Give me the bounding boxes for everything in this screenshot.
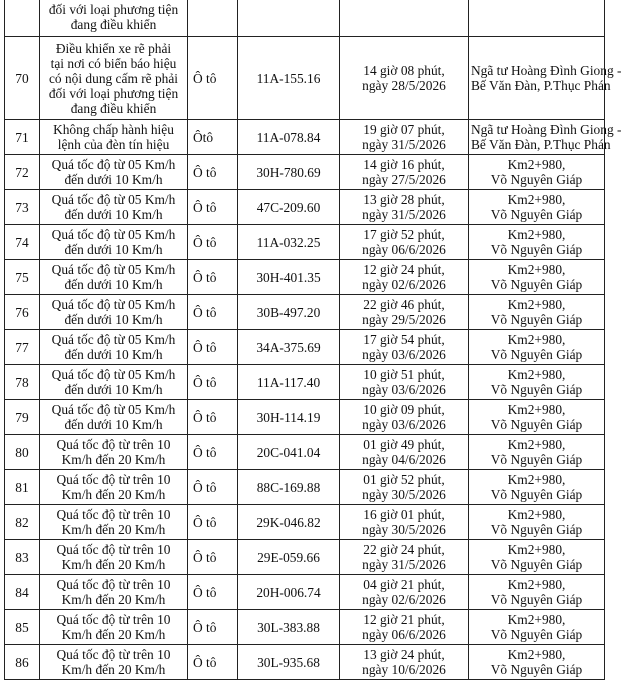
violation-line: Không chấp hành hiệu (53, 122, 174, 137)
license-plate: 11A-078.84 (256, 129, 321, 145)
row-number: 76 (15, 304, 29, 320)
time-line: ngày 30/5/2026 (362, 522, 446, 537)
time-line: ngày 02/6/2026 (362, 592, 446, 607)
location-line: Km2+980, (507, 472, 566, 487)
license-plate-cell (238, 330, 340, 365)
location-line: Km2+980, (507, 577, 566, 592)
license-plate: 34A-375.69 (256, 339, 321, 355)
row-number: 81 (15, 479, 29, 495)
row-number-cell (5, 400, 40, 435)
row-number-cell (5, 155, 40, 190)
vehicle-type: Ô tô (193, 199, 217, 215)
row-number-cell (5, 260, 40, 295)
time-line: 14 giờ 16 phút, (363, 157, 445, 172)
table-row (5, 155, 605, 190)
license-plate-cell (238, 260, 340, 295)
violation-location-cell (469, 155, 605, 190)
violation-time-cell (340, 365, 469, 400)
vehicle-type-cell (188, 505, 238, 540)
location-line: Võ Nguyên Giáp (490, 417, 583, 432)
table-row (5, 400, 605, 435)
license-plate-cell (238, 120, 340, 155)
row-number: 70 (15, 70, 29, 86)
violation-line: đến dưới 10 Km/h (64, 417, 163, 432)
violation-line: đến dưới 10 Km/h (64, 347, 163, 362)
violation-time-cell (340, 330, 469, 365)
row-number: 84 (15, 584, 29, 600)
violation-line: có nội dung cấm rẽ phải (48, 70, 179, 86)
row-number: 73 (15, 199, 29, 215)
table-row (5, 575, 605, 610)
row-number: 71 (15, 129, 29, 145)
row-number: 80 (15, 444, 29, 460)
violation-line: Km/h đến 20 Km/h (61, 557, 166, 572)
row-number-cell (5, 365, 40, 400)
license-plate: 30B-497.20 (256, 304, 321, 320)
violation-line: Quá tốc độ từ 05 Km/h (51, 227, 176, 242)
violation-location-cell (469, 400, 605, 435)
violation-time-cell (340, 470, 469, 505)
vehicle-type: Ô tô (193, 444, 217, 460)
vehicle-type-cell (188, 645, 238, 680)
time-line: ngày 28/5/2026 (362, 78, 446, 93)
violation-line: đang điều khiển (70, 100, 157, 116)
vehicle-type-cell (188, 575, 238, 610)
time-line: ngày 29/5/2026 (362, 312, 446, 327)
license-plate: 11A-155.16 (256, 70, 321, 86)
time-line: ngày 10/6/2026 (362, 662, 446, 677)
row-number-cell (5, 0, 40, 37)
location-line: Km2+980, (507, 367, 566, 382)
time-line: ngày 04/6/2026 (362, 452, 446, 467)
table-row (5, 190, 605, 225)
vehicle-type-cell (188, 540, 238, 575)
violation-line: đang điều khiển (70, 17, 157, 32)
vehicle-type-cell (188, 330, 238, 365)
time-line: 16 giờ 01 phút, (363, 507, 445, 522)
time-line: 22 giờ 46 phút, (363, 297, 445, 312)
violation-time-cell (340, 295, 469, 330)
violation-line: Quá tốc độ từ 05 Km/h (51, 157, 176, 172)
violation-cell (40, 190, 188, 225)
time-line: ngày 06/6/2026 (362, 627, 446, 642)
violation-line: tại nơi có biển báo hiệu (50, 55, 177, 71)
violation-line: đến dưới 10 Km/h (64, 207, 163, 222)
time-line: ngày 30/5/2026 (362, 487, 446, 502)
time-line: 12 giờ 24 phút, (363, 262, 445, 277)
violation-line: Quá tốc độ từ 05 Km/h (51, 192, 176, 207)
violation-time-cell (340, 0, 469, 37)
violation-cell (40, 400, 188, 435)
license-plate-cell (238, 645, 340, 680)
license-plate-cell (238, 365, 340, 400)
license-plate: 30H-114.19 (256, 409, 321, 425)
row-number-cell (5, 190, 40, 225)
violation-line: Km/h đến 20 Km/h (61, 662, 166, 677)
license-plate: 29K-046.82 (256, 514, 321, 530)
time-line: ngày 31/5/2026 (362, 207, 446, 222)
table-row (5, 470, 605, 505)
table-row (5, 0, 605, 37)
row-number-cell (5, 610, 40, 645)
location-line: Võ Nguyên Giáp (490, 627, 583, 642)
violation-location-cell (469, 435, 605, 470)
vehicle-type: Ô tô (193, 619, 217, 635)
vehicle-type-cell (188, 295, 238, 330)
violation-location-cell (469, 645, 605, 680)
license-plate-cell (238, 225, 340, 260)
location-line: Võ Nguyên Giáp (490, 382, 583, 397)
violation-cell (40, 365, 188, 400)
license-plate-cell (238, 295, 340, 330)
table-row (5, 435, 605, 470)
violation-line: Quá tốc độ từ trên 10 (56, 542, 171, 557)
violation-line: Quá tốc độ từ trên 10 (56, 612, 171, 627)
violation-cell (40, 0, 188, 37)
license-plate-cell (238, 505, 340, 540)
violation-cell (40, 435, 188, 470)
violation-line: Km/h đến 20 Km/h (61, 487, 166, 502)
vehicle-type-cell (188, 155, 238, 190)
time-line: 01 giờ 52 phút, (363, 472, 445, 487)
time-line: 17 giờ 52 phút, (363, 227, 445, 242)
location-line: Km2+980, (507, 437, 566, 452)
location-line: Bế Văn Đàn, P.Thục Phán (471, 137, 611, 152)
violation-location-cell (469, 610, 605, 645)
violation-cell (40, 120, 188, 155)
location-line: Võ Nguyên Giáp (490, 172, 583, 187)
license-plate: 11A-117.40 (256, 374, 321, 390)
vehicle-type-cell (188, 120, 238, 155)
violation-time-cell (340, 37, 469, 120)
location-line: Võ Nguyên Giáp (490, 522, 583, 537)
violation-cell (40, 505, 188, 540)
time-line: ngày 06/6/2026 (362, 242, 446, 257)
row-number-cell (5, 120, 40, 155)
violation-time-cell (340, 505, 469, 540)
license-plate-cell (238, 400, 340, 435)
license-plate: 30H-780.69 (256, 164, 321, 180)
violation-cell (40, 575, 188, 610)
table-row (5, 365, 605, 400)
violation-time-cell (340, 400, 469, 435)
row-number: 78 (15, 374, 29, 390)
vehicle-type: Ô tô (193, 549, 217, 565)
location-line: Km2+980, (507, 192, 566, 207)
time-line: ngày 31/5/2026 (362, 137, 446, 152)
license-plate: 30L-935.68 (257, 654, 320, 670)
violation-location-cell (469, 330, 605, 365)
violation-location-cell (469, 120, 621, 155)
license-plate: 11A-032.25 (256, 234, 321, 250)
time-line: 13 giờ 28 phút, (363, 192, 445, 207)
violation-line: đến dưới 10 Km/h (64, 277, 163, 292)
violation-line: lệnh của đèn tín hiệu (57, 137, 170, 152)
violation-time-cell (340, 225, 469, 260)
violation-line: đối với loại phương tiện (48, 85, 179, 101)
violation-line: Quá tốc độ từ 05 Km/h (51, 332, 176, 347)
location-line: Km2+980, (507, 507, 566, 522)
violation-time-cell (340, 610, 469, 645)
vehicle-type-cell (188, 225, 238, 260)
license-plate-cell (238, 190, 340, 225)
row-number: 86 (15, 654, 29, 670)
violation-line: đến dưới 10 Km/h (64, 312, 163, 327)
violation-line: Quá tốc độ từ trên 10 (56, 647, 171, 662)
violation-line: đến dưới 10 Km/h (64, 172, 163, 187)
license-plate-cell (238, 610, 340, 645)
vehicle-type: Ô tô (193, 374, 217, 390)
time-line: 01 giờ 49 phút, (363, 437, 445, 452)
vehicle-type: Ô tô (193, 409, 217, 425)
location-line: Km2+980, (507, 332, 566, 347)
vehicle-type: Ô tô (193, 234, 217, 250)
time-line: ngày 03/6/2026 (362, 417, 446, 432)
license-plate: 47C-209.60 (256, 199, 321, 215)
license-plate: 20H-006.74 (256, 584, 321, 600)
violation-location-cell (469, 575, 605, 610)
time-line: ngày 03/6/2026 (362, 382, 446, 397)
vehicle-type: Ôtô (193, 129, 214, 145)
vehicle-type: Ô tô (193, 164, 217, 180)
location-line: Võ Nguyên Giáp (490, 487, 583, 502)
table-row (5, 225, 605, 260)
violation-cell (40, 155, 188, 190)
violation-cell (40, 330, 188, 365)
violation-cell (40, 470, 188, 505)
violation-location-cell (469, 365, 605, 400)
location-line: Km2+980, (507, 542, 566, 557)
violation-line: Quá tốc độ từ 05 Km/h (51, 367, 176, 382)
violation-line: Quá tốc độ từ trên 10 (56, 507, 171, 522)
vehicle-type-cell (188, 190, 238, 225)
violation-time-cell (340, 435, 469, 470)
violation-time-cell (340, 260, 469, 295)
table-row (5, 37, 605, 120)
location-line: Võ Nguyên Giáp (490, 242, 583, 257)
violation-location-cell (469, 540, 605, 575)
row-number-cell (5, 225, 40, 260)
violation-line: Km/h đến 20 Km/h (61, 627, 166, 642)
time-line: ngày 03/6/2026 (362, 347, 446, 362)
violation-location-cell (469, 0, 605, 37)
location-line: Km2+980, (507, 402, 566, 417)
row-number: 77 (15, 339, 29, 355)
license-plate: 30L-383.88 (257, 619, 320, 635)
violation-cell (40, 645, 188, 680)
table-row (5, 120, 605, 155)
vehicle-type: Ô tô (193, 339, 217, 355)
time-line: 17 giờ 54 phút, (363, 332, 445, 347)
time-line: 19 giờ 07 phút, (363, 122, 445, 137)
vehicle-type-cell (188, 470, 238, 505)
license-plate: 29E-059.66 (257, 549, 320, 565)
license-plate-cell (238, 155, 340, 190)
violation-line: Quá tốc độ từ trên 10 (56, 437, 171, 452)
violation-time-cell (340, 155, 469, 190)
time-line: 14 giờ 08 phút, (363, 63, 445, 78)
table-row (5, 610, 605, 645)
location-line: Võ Nguyên Giáp (490, 277, 583, 292)
time-line: 12 giờ 21 phút, (363, 612, 445, 627)
table-row (5, 295, 605, 330)
violation-location-cell (469, 37, 621, 120)
row-number-cell (5, 575, 40, 610)
vehicle-type-cell (188, 435, 238, 470)
violation-cell (40, 260, 188, 295)
table-row (5, 260, 605, 295)
violation-location-cell (469, 190, 605, 225)
location-line: Km2+980, (507, 612, 566, 627)
time-line: ngày 27/5/2026 (362, 172, 446, 187)
row-number-cell (5, 295, 40, 330)
location-line: Km2+980, (507, 227, 566, 242)
violation-cell (40, 610, 188, 645)
time-line: 10 giờ 51 phút, (363, 367, 445, 382)
vehicle-type-cell (188, 365, 238, 400)
license-plate-cell (238, 540, 340, 575)
location-line: Bế Văn Đàn, P.Thục Phán (471, 78, 611, 93)
table-row (5, 540, 605, 575)
license-plate: 30H-401.35 (256, 269, 321, 285)
location-line: Km2+980, (507, 157, 566, 172)
row-number: 75 (15, 269, 29, 285)
time-line: 13 giờ 24 phút, (363, 647, 445, 662)
location-line: Km2+980, (507, 297, 566, 312)
row-number-cell (5, 540, 40, 575)
time-line: 04 giờ 21 phút, (363, 577, 445, 592)
vehicle-type-cell (188, 37, 238, 120)
violation-line: đến dưới 10 Km/h (64, 382, 163, 397)
violation-location-cell (469, 470, 605, 505)
license-plate-cell (238, 37, 340, 120)
vehicle-type-cell (188, 260, 238, 295)
vehicle-type-cell (188, 610, 238, 645)
vehicle-type: Ô tô (193, 479, 217, 495)
violation-line: Điều khiển xe rẽ phải (55, 40, 172, 56)
row-number: 79 (15, 409, 29, 425)
row-number: 82 (15, 514, 29, 530)
location-line: Km2+980, (507, 262, 566, 277)
location-line: Ngã tư Hoàng Đình Giong - (471, 122, 621, 137)
time-line: 22 giờ 24 phút, (363, 542, 445, 557)
violation-location-cell (469, 225, 605, 260)
location-line: Km2+980, (507, 647, 566, 662)
violation-line: Km/h đến 20 Km/h (61, 592, 166, 607)
location-line: Võ Nguyên Giáp (490, 312, 583, 327)
violation-cell (40, 225, 188, 260)
violation-location-cell (469, 260, 605, 295)
location-line: Võ Nguyên Giáp (490, 557, 583, 572)
time-line: ngày 31/5/2026 (362, 557, 446, 572)
vehicle-type: Ô tô (193, 70, 217, 86)
location-line: Võ Nguyên Giáp (490, 347, 583, 362)
table-row (5, 645, 605, 680)
row-number-cell (5, 330, 40, 365)
row-number: 74 (15, 234, 29, 250)
vehicle-type: Ô tô (193, 304, 217, 320)
violation-time-cell (340, 645, 469, 680)
violation-cell (40, 37, 188, 120)
violation-line: Km/h đến 20 Km/h (61, 522, 166, 537)
violation-line: Quá tốc độ từ 05 Km/h (51, 297, 176, 312)
location-line: Võ Nguyên Giáp (490, 662, 583, 677)
row-number-cell (5, 645, 40, 680)
vehicle-type: Ô tô (193, 654, 217, 670)
location-line: Võ Nguyên Giáp (490, 592, 583, 607)
violation-cell (40, 295, 188, 330)
vehicle-type: Ô tô (193, 269, 217, 285)
vehicle-type: Ô tô (193, 514, 217, 530)
license-plate: 88C-169.88 (256, 479, 321, 495)
row-number: 72 (15, 164, 29, 180)
license-plate-cell (238, 470, 340, 505)
row-number: 83 (15, 549, 29, 565)
violation-time-cell (340, 575, 469, 610)
violation-line: đến dưới 10 Km/h (64, 242, 163, 257)
violation-time-cell (340, 190, 469, 225)
location-line: Võ Nguyên Giáp (490, 452, 583, 467)
violation-line: Quá tốc độ từ 05 Km/h (51, 262, 176, 277)
table-row (5, 330, 605, 365)
license-plate-cell (238, 435, 340, 470)
violation-time-cell (340, 120, 469, 155)
table-row (5, 505, 605, 540)
time-line: 10 giờ 09 phút, (363, 402, 445, 417)
violation-line: Quá tốc độ từ trên 10 (56, 577, 171, 592)
row-number-cell (5, 37, 40, 120)
license-plate-cell (238, 0, 340, 37)
violations-table-body (5, 0, 621, 680)
violation-line: Quá tốc độ từ trên 10 (56, 472, 171, 487)
time-line: ngày 02/6/2026 (362, 277, 446, 292)
violation-line: Quá tốc độ từ 05 Km/h (51, 402, 176, 417)
violation-line: Km/h đến 20 Km/h (61, 452, 166, 467)
violations-table (4, 0, 621, 680)
vehicle-type-cell (188, 0, 238, 37)
location-line: Ngã tư Hoàng Đình Giong - (471, 63, 621, 78)
license-plate-cell (238, 575, 340, 610)
violation-location-cell (469, 505, 605, 540)
row-number: 85 (15, 619, 29, 635)
violation-location-cell (469, 295, 605, 330)
row-number-cell (5, 435, 40, 470)
violation-cell (40, 540, 188, 575)
row-number-cell (5, 470, 40, 505)
violation-line: đối với loại phương tiện (48, 2, 179, 17)
license-plate: 20C-041.04 (256, 444, 321, 460)
row-number-cell (5, 505, 40, 540)
violation-time-cell (340, 540, 469, 575)
location-line: Võ Nguyên Giáp (490, 207, 583, 222)
vehicle-type: Ô tô (193, 584, 217, 600)
vehicle-type-cell (188, 400, 238, 435)
